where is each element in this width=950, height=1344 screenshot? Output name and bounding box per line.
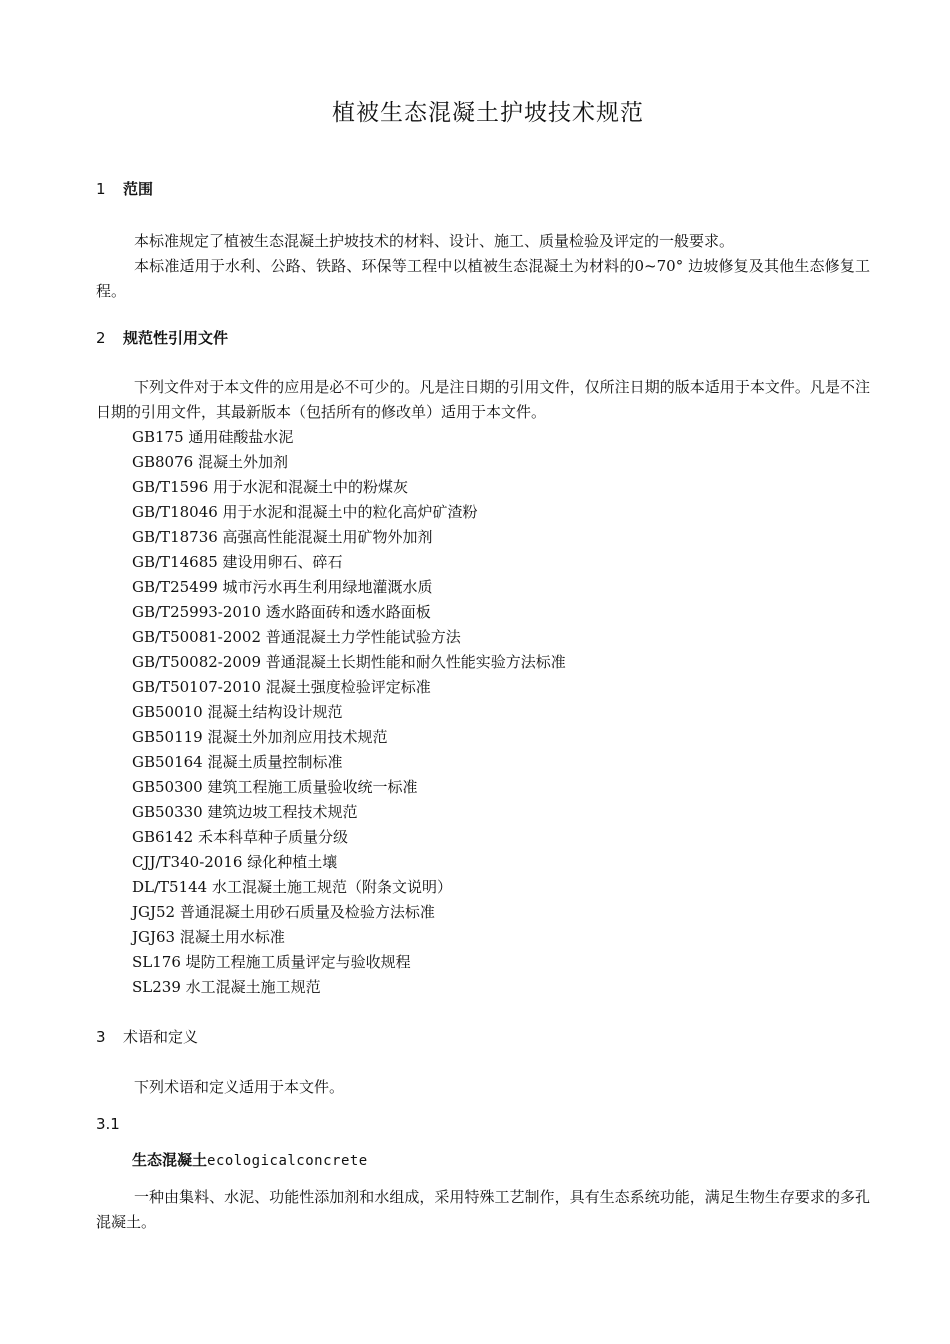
reference-item: DL/T5144 水工混凝土施工规范（附条文说明） [132, 878, 452, 896]
section-1-heading [96, 178, 153, 200]
section-3-heading [96, 1026, 198, 1048]
reference-item: GB/T18046 用于水泥和混凝土中的粒化高炉矿渣粉 [132, 503, 478, 521]
reference-item: GB/T50081-2002 普通混凝土力学性能试验方法 [132, 628, 461, 646]
section-2-intro: 下列文件对于本文件的应用是必不可少的。凡是注日期的引用文件，仅所注日期的版本适用于本文件。凡是不注日期的引用文件，其最新版本（包括所有的修改单）适用于本文件。 [96, 378, 870, 421]
reference-item: JGJ52 普通混凝土用砂石质量及检验方法标准 [132, 903, 435, 921]
reference-item: GB6142 禾本科草种子质量分级 [132, 828, 348, 846]
reference-item: GB50164 混凝土质量控制标准 [132, 753, 343, 771]
reference-item: JGJ63 混凝土用水标准 [132, 928, 285, 946]
section-2-heading [96, 327, 228, 349]
normative-references-list [132, 425, 566, 1000]
reference-item: SL176 堤防工程施工质量评定与验收规程 [132, 953, 411, 971]
section-1-number: 1 [96, 180, 106, 198]
clause-3-1-number: 3.1 [96, 1115, 120, 1133]
section-2-number: 2 [96, 329, 106, 347]
section-1-paragraph-2: 本标准适用于水利、公路、铁路、环保等工程中以植被生态混凝土为材料的0~70° 边坡修复及其他生态修复工程。 [96, 257, 870, 300]
section-1-paragraph-1: 本标准规定了植被生态混凝土护坡技术的材料、设计、施工、质量检验及评定的一般要求。 [134, 232, 735, 250]
reference-item: GB/T14685 建设用卵石、碎石 [132, 553, 343, 571]
reference-item: GB50330 建筑边坡工程技术规范 [132, 803, 358, 821]
reference-item: GB/T1596 用于水泥和混凝土中的粉煤灰 [132, 478, 409, 496]
reference-item: GB50300 建筑工程施工质量验收统一标准 [132, 778, 418, 796]
reference-item: GB/T25499 城市污水再生利用绿地灌溉水质 [132, 578, 433, 596]
reference-item: GB/T50082-2009 普通混凝土长期性能和耐久性能实验方法标准 [132, 653, 566, 671]
section-3-intro: 下列术语和定义适用于本文件。 [134, 1078, 345, 1096]
section-1-title: 范围 [123, 180, 154, 198]
reference-item: GB50119 混凝土外加剂应用技术规范 [132, 728, 388, 746]
section-2-title: 规范性引用文件 [123, 329, 229, 347]
reference-item: SL239 水工混凝土施工规范 [132, 978, 321, 996]
document-title: 植被生态混凝土护坡技术规范 [332, 100, 644, 126]
reference-item: GB/T25993-2010 透水路面砖和透水路面板 [132, 603, 431, 621]
section-3-number: 3 [96, 1028, 106, 1046]
term-definition: 一种由集料、水泥、功能性添加剂和水组成，采用特殊工艺制作，具有生态系统功能，满足生物生存要求的多孔混凝土。 [96, 1188, 870, 1231]
reference-item: GB/T18736 高强高性能混凝土用矿物外加剂 [132, 528, 433, 546]
term-entry [132, 1149, 368, 1172]
reference-item: GB175 通用硅酸盐水泥 [132, 428, 294, 446]
reference-item: GB8076 混凝土外加剂 [132, 453, 288, 471]
reference-item: GB50010 混凝土结构设计规范 [132, 703, 343, 721]
section-3-title: 术语和定义 [123, 1028, 199, 1046]
reference-item: GB/T50107-2010 混凝土强度检验评定标准 [132, 678, 431, 696]
reference-item: CJJ/T340-2016 绿化种植土壤 [132, 853, 338, 871]
term-chinese: 生态混凝土 [132, 1151, 208, 1169]
term-english: ecologicalconcrete [207, 1153, 368, 1169]
